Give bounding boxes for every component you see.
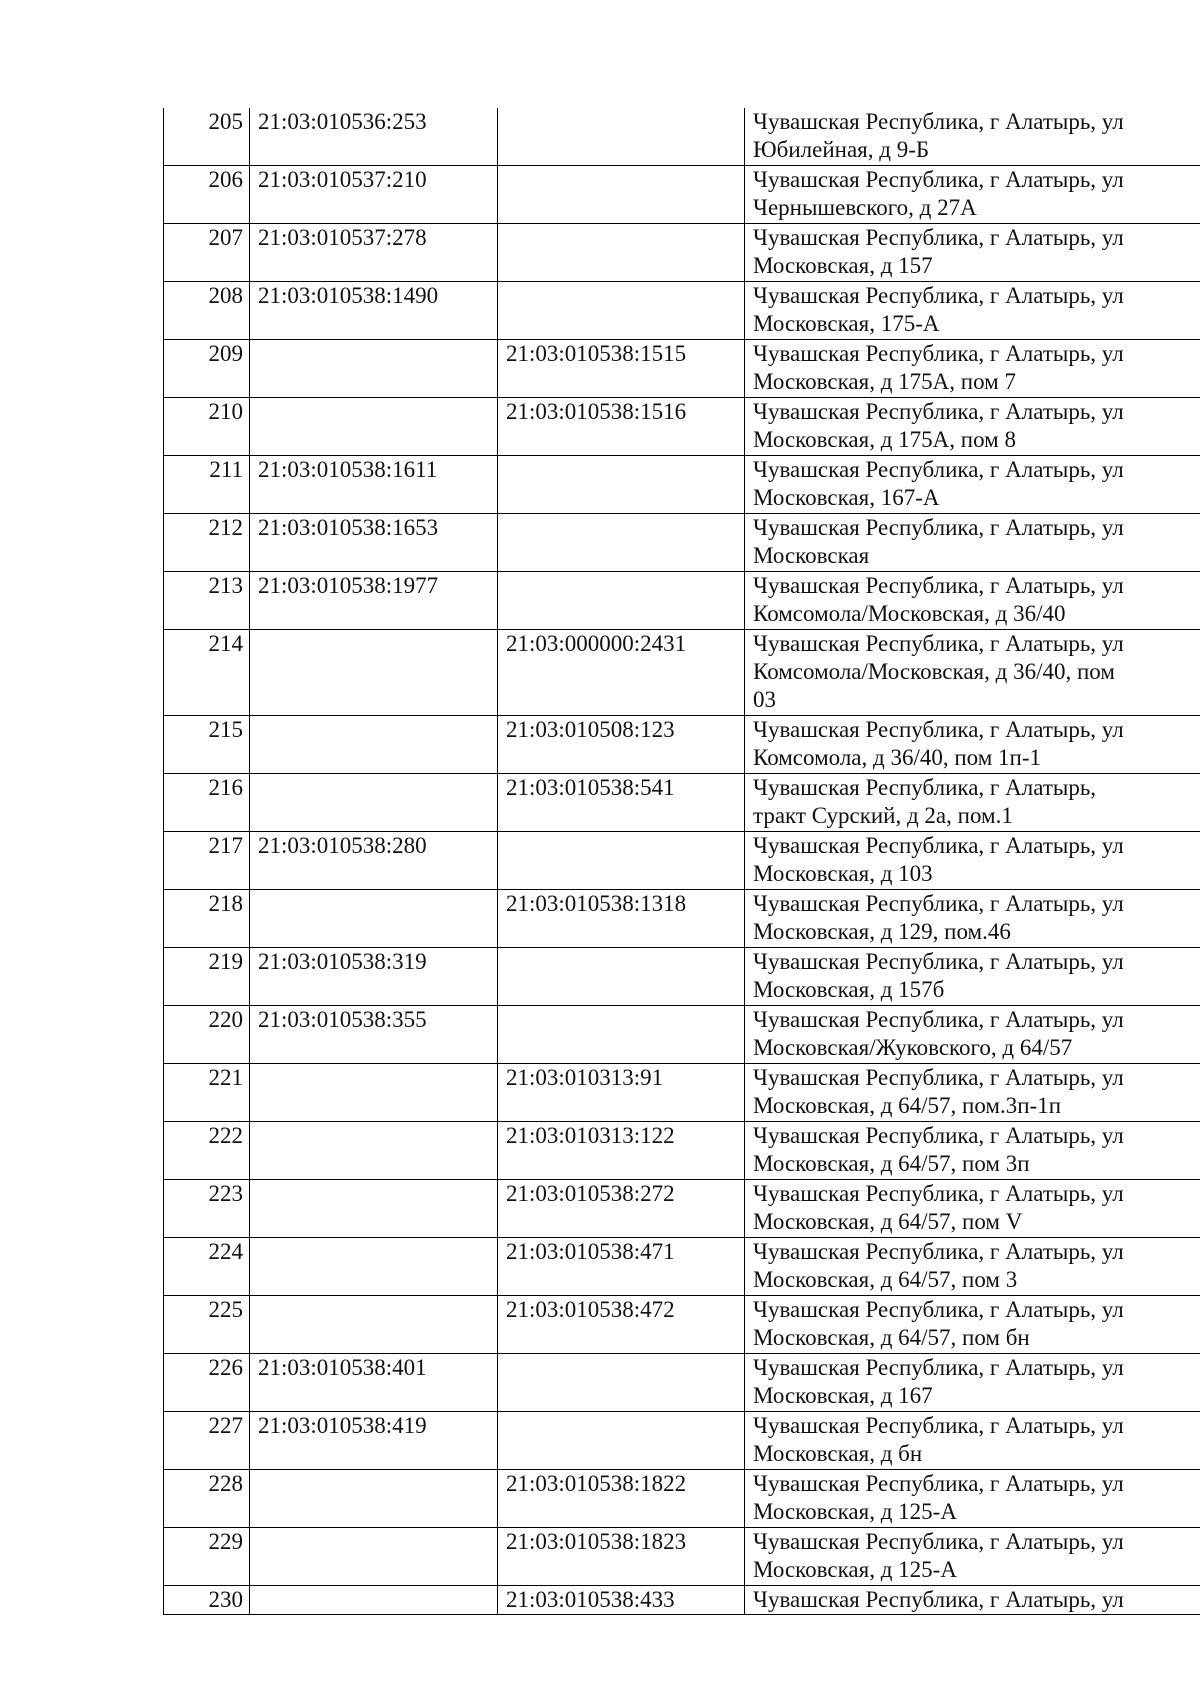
land-cadastral-number <box>250 1238 498 1296</box>
building-cadastral-number <box>498 948 745 1006</box>
row-number: 222 <box>164 1122 250 1180</box>
address-line: Чувашская Республика, г Алатырь, ул <box>753 399 1124 424</box>
land-cadastral-number <box>250 1528 498 1586</box>
address-line: Московская, д 129, пом.46 <box>753 919 1011 944</box>
table-row <box>164 514 1200 572</box>
table-row <box>164 282 1200 340</box>
row-number: 212 <box>164 514 250 572</box>
row-number: 224 <box>164 1238 250 1296</box>
cadastral-table <box>163 108 1200 1615</box>
address-line: Юбилейная, д 9-Б <box>753 137 930 162</box>
row-number: 217 <box>164 832 250 890</box>
address-line: Чувашская Республика, г Алатырь, ул <box>753 573 1124 598</box>
address-line: Чувашская Республика, г Алатырь, ул <box>753 1355 1124 1380</box>
land-cadastral-number <box>250 630 498 716</box>
land-cadastral-number: 21:03:010538:355 <box>250 1006 498 1064</box>
address-cell <box>745 1470 1200 1528</box>
table-row <box>164 1180 1200 1238</box>
address-cell <box>745 774 1200 832</box>
row-number: 221 <box>164 1064 250 1122</box>
table-row <box>164 166 1200 224</box>
land-cadastral-number: 21:03:010538:319 <box>250 948 498 1006</box>
address-cell <box>745 166 1200 224</box>
row-number: 228 <box>164 1470 250 1528</box>
table-row <box>164 456 1200 514</box>
building-cadastral-number: 21:03:010313:122 <box>498 1122 745 1180</box>
table-row <box>164 1006 1200 1064</box>
table-row <box>164 832 1200 890</box>
address-line: 03 <box>753 687 776 712</box>
building-cadastral-number: 21:03:010313:91 <box>498 1064 745 1122</box>
row-number: 227 <box>164 1412 250 1470</box>
address-cell <box>745 1180 1200 1238</box>
row-number: 230 <box>164 1586 250 1615</box>
address-line: Московская, д 64/57, пом.3п-1п <box>753 1093 1062 1118</box>
row-number: 218 <box>164 890 250 948</box>
building-cadastral-number: 21:03:010538:472 <box>498 1296 745 1354</box>
address-line: Чувашская Республика, г Алатырь, ул <box>753 515 1124 540</box>
address-cell <box>745 1006 1200 1064</box>
land-cadastral-number <box>250 774 498 832</box>
address-cell <box>745 630 1200 716</box>
row-number: 220 <box>164 1006 250 1064</box>
address-line: Чувашская Республика, г Алатырь, ул <box>753 949 1124 974</box>
building-cadastral-number <box>498 1006 745 1064</box>
land-cadastral-number <box>250 1296 498 1354</box>
address-line: Чувашская Республика, г Алатырь, ул <box>753 1007 1124 1032</box>
address-line: Чувашская Республика, г Алатырь, ул <box>753 631 1124 656</box>
address-line: Московская, д 64/57, пом 3 <box>753 1267 1018 1292</box>
address-cell <box>745 1064 1200 1122</box>
address-cell <box>745 1354 1200 1412</box>
address-cell <box>745 716 1200 774</box>
address-line: Московская, 167-А <box>753 485 940 510</box>
land-cadastral-number <box>250 398 498 456</box>
address-line: Комсомола/Московская, д 36/40 <box>753 601 1066 626</box>
address-cell <box>745 1528 1200 1586</box>
address-cell <box>745 282 1200 340</box>
row-number: 214 <box>164 630 250 716</box>
row-number: 219 <box>164 948 250 1006</box>
row-number: 205 <box>164 108 250 166</box>
building-cadastral-number <box>498 224 745 282</box>
building-cadastral-number: 21:03:010538:1318 <box>498 890 745 948</box>
building-cadastral-number: 21:03:010538:1823 <box>498 1528 745 1586</box>
table-row <box>164 108 1200 166</box>
address-line: Комсомола/Московская, д 36/40, пом <box>753 659 1115 684</box>
address-line: Чувашская Республика, г Алатырь, ул <box>753 891 1124 916</box>
building-cadastral-number <box>498 282 745 340</box>
table-row <box>164 1470 1200 1528</box>
address-line: Чувашская Республика, г Алатырь, ул <box>753 283 1124 308</box>
address-cell <box>745 514 1200 572</box>
land-cadastral-number: 21:03:010538:1977 <box>250 572 498 630</box>
land-cadastral-number: 21:03:010538:1490 <box>250 282 498 340</box>
table-row <box>164 1586 1200 1615</box>
address-line: Московская, д 103 <box>753 861 933 886</box>
row-number: 226 <box>164 1354 250 1412</box>
land-cadastral-number <box>250 1064 498 1122</box>
building-cadastral-number <box>498 832 745 890</box>
row-number: 223 <box>164 1180 250 1238</box>
address-line: Чувашская Республика, г Алатырь, ул <box>753 1297 1124 1322</box>
address-line: Московская, д 125-А <box>753 1499 957 1524</box>
address-line: Московская/Жуковского, д 64/57 <box>753 1035 1073 1060</box>
building-cadastral-number <box>498 108 745 166</box>
address-line: Московская, д 167 <box>753 1383 933 1408</box>
land-cadastral-number: 21:03:010538:1611 <box>250 456 498 514</box>
address-line: Московская <box>753 543 870 568</box>
cadastral-table-body <box>164 108 1200 1615</box>
row-number: 211 <box>164 456 250 514</box>
address-cell <box>745 340 1200 398</box>
building-cadastral-number <box>498 166 745 224</box>
row-number: 216 <box>164 774 250 832</box>
land-cadastral-number <box>250 716 498 774</box>
address-line: Чувашская Республика, г Алатырь, ул <box>753 457 1124 482</box>
address-line: Чувашская Республика, г Алатырь, <box>753 775 1097 800</box>
address-line: Комсомола, д 36/40, пом 1п-1 <box>753 745 1042 770</box>
table-row <box>164 1412 1200 1470</box>
address-line: Чувашская Республика, г Алатырь, ул <box>753 717 1124 742</box>
building-cadastral-number: 21:03:010508:123 <box>498 716 745 774</box>
address-line: Московская, д 175А, пом 8 <box>753 427 1016 452</box>
address-line: Московская, д 64/57, пом бн <box>753 1325 1030 1350</box>
row-number: 208 <box>164 282 250 340</box>
row-number: 206 <box>164 166 250 224</box>
address-line: Московская, д 175А, пом 7 <box>753 369 1016 394</box>
land-cadastral-number <box>250 1470 498 1528</box>
address-cell <box>745 1412 1200 1470</box>
table-row <box>164 1528 1200 1586</box>
row-number: 215 <box>164 716 250 774</box>
table-row <box>164 890 1200 948</box>
building-cadastral-number: 21:03:010538:1515 <box>498 340 745 398</box>
address-line: Московская, 175-А <box>753 311 940 336</box>
land-cadastral-number <box>250 890 498 948</box>
land-cadastral-number <box>250 1122 498 1180</box>
address-line: Московская, д 157 <box>753 253 933 278</box>
land-cadastral-number <box>250 1586 498 1615</box>
table-row <box>164 1238 1200 1296</box>
address-line: Московская, д 125-А <box>753 1557 957 1582</box>
table-row <box>164 1064 1200 1122</box>
land-cadastral-number: 21:03:010536:253 <box>250 108 498 166</box>
address-line: Чернышевского, д 27А <box>753 195 977 220</box>
building-cadastral-number <box>498 1354 745 1412</box>
address-line: тракт Сурский, д 2а, пом.1 <box>753 803 1013 828</box>
row-number: 207 <box>164 224 250 282</box>
address-line: Чувашская Республика, г Алатырь, ул <box>753 1529 1124 1554</box>
table-row <box>164 572 1200 630</box>
building-cadastral-number: 21:03:010538:433 <box>498 1586 745 1615</box>
building-cadastral-number <box>498 514 745 572</box>
address-line: Чувашская Республика, г Алатырь, ул <box>753 1413 1124 1438</box>
address-line: Чувашская Республика, г Алатырь, ул <box>753 167 1124 192</box>
land-cadastral-number: 21:03:010537:278 <box>250 224 498 282</box>
building-cadastral-number: 21:03:010538:272 <box>498 1180 745 1238</box>
building-cadastral-number: 21:03:010538:1822 <box>498 1470 745 1528</box>
building-cadastral-number: 21:03:010538:471 <box>498 1238 745 1296</box>
land-cadastral-number: 21:03:010538:280 <box>250 832 498 890</box>
table-row <box>164 1354 1200 1412</box>
row-number: 213 <box>164 572 250 630</box>
land-cadastral-number <box>250 340 498 398</box>
address-line: Чувашская Республика, г Алатырь, ул <box>753 1471 1124 1496</box>
land-cadastral-number: 21:03:010537:210 <box>250 166 498 224</box>
address-line: Московская, д 64/57, пом 3п <box>753 1151 1030 1176</box>
address-cell <box>745 572 1200 630</box>
address-cell <box>745 1296 1200 1354</box>
table-row <box>164 1122 1200 1180</box>
address-line: Чувашская Республика, г Алатырь, ул <box>753 833 1124 858</box>
row-number: 210 <box>164 398 250 456</box>
building-cadastral-number: 21:03:010538:1516 <box>498 398 745 456</box>
address-line: Чувашская Республика, г Алатырь, ул <box>753 1123 1124 1148</box>
address-cell <box>745 456 1200 514</box>
land-cadastral-number <box>250 1180 498 1238</box>
table-row <box>164 224 1200 282</box>
address-cell <box>745 890 1200 948</box>
table-row <box>164 630 1200 716</box>
building-cadastral-number <box>498 572 745 630</box>
land-cadastral-number: 21:03:010538:401 <box>250 1354 498 1412</box>
table-row <box>164 340 1200 398</box>
table-row <box>164 948 1200 1006</box>
building-cadastral-number: 21:03:010538:541 <box>498 774 745 832</box>
table-row <box>164 716 1200 774</box>
address-line: Чувашская Республика, г Алатырь, ул <box>753 109 1124 134</box>
address-line: Чувашская Республика, г Алатырь, ул <box>753 1587 1124 1612</box>
row-number: 225 <box>164 1296 250 1354</box>
address-cell <box>745 398 1200 456</box>
address-line: Чувашская Республика, г Алатырь, ул <box>753 1239 1124 1264</box>
table-row <box>164 1296 1200 1354</box>
address-line: Московская, д 64/57, пом V <box>753 1209 1023 1234</box>
row-number: 209 <box>164 340 250 398</box>
row-number: 229 <box>164 1528 250 1586</box>
address-cell <box>745 1238 1200 1296</box>
address-line: Чувашская Республика, г Алатырь, ул <box>753 341 1124 366</box>
address-line: Чувашская Республика, г Алатырь, ул <box>753 1065 1124 1090</box>
address-line: Чувашская Республика, г Алатырь, ул <box>753 1181 1124 1206</box>
address-line: Чувашская Республика, г Алатырь, ул <box>753 225 1124 250</box>
address-cell <box>745 948 1200 1006</box>
address-cell <box>745 1122 1200 1180</box>
table-row <box>164 774 1200 832</box>
land-cadastral-number: 21:03:010538:419 <box>250 1412 498 1470</box>
address-cell <box>745 1586 1200 1615</box>
land-cadastral-number: 21:03:010538:1653 <box>250 514 498 572</box>
building-cadastral-number: 21:03:000000:2431 <box>498 630 745 716</box>
table-row <box>164 398 1200 456</box>
building-cadastral-number <box>498 456 745 514</box>
building-cadastral-number <box>498 1412 745 1470</box>
address-cell <box>745 832 1200 890</box>
address-cell <box>745 224 1200 282</box>
address-line: Московская, д бн <box>753 1441 923 1466</box>
address-line: Московская, д 157б <box>753 977 945 1002</box>
address-cell <box>745 108 1200 166</box>
